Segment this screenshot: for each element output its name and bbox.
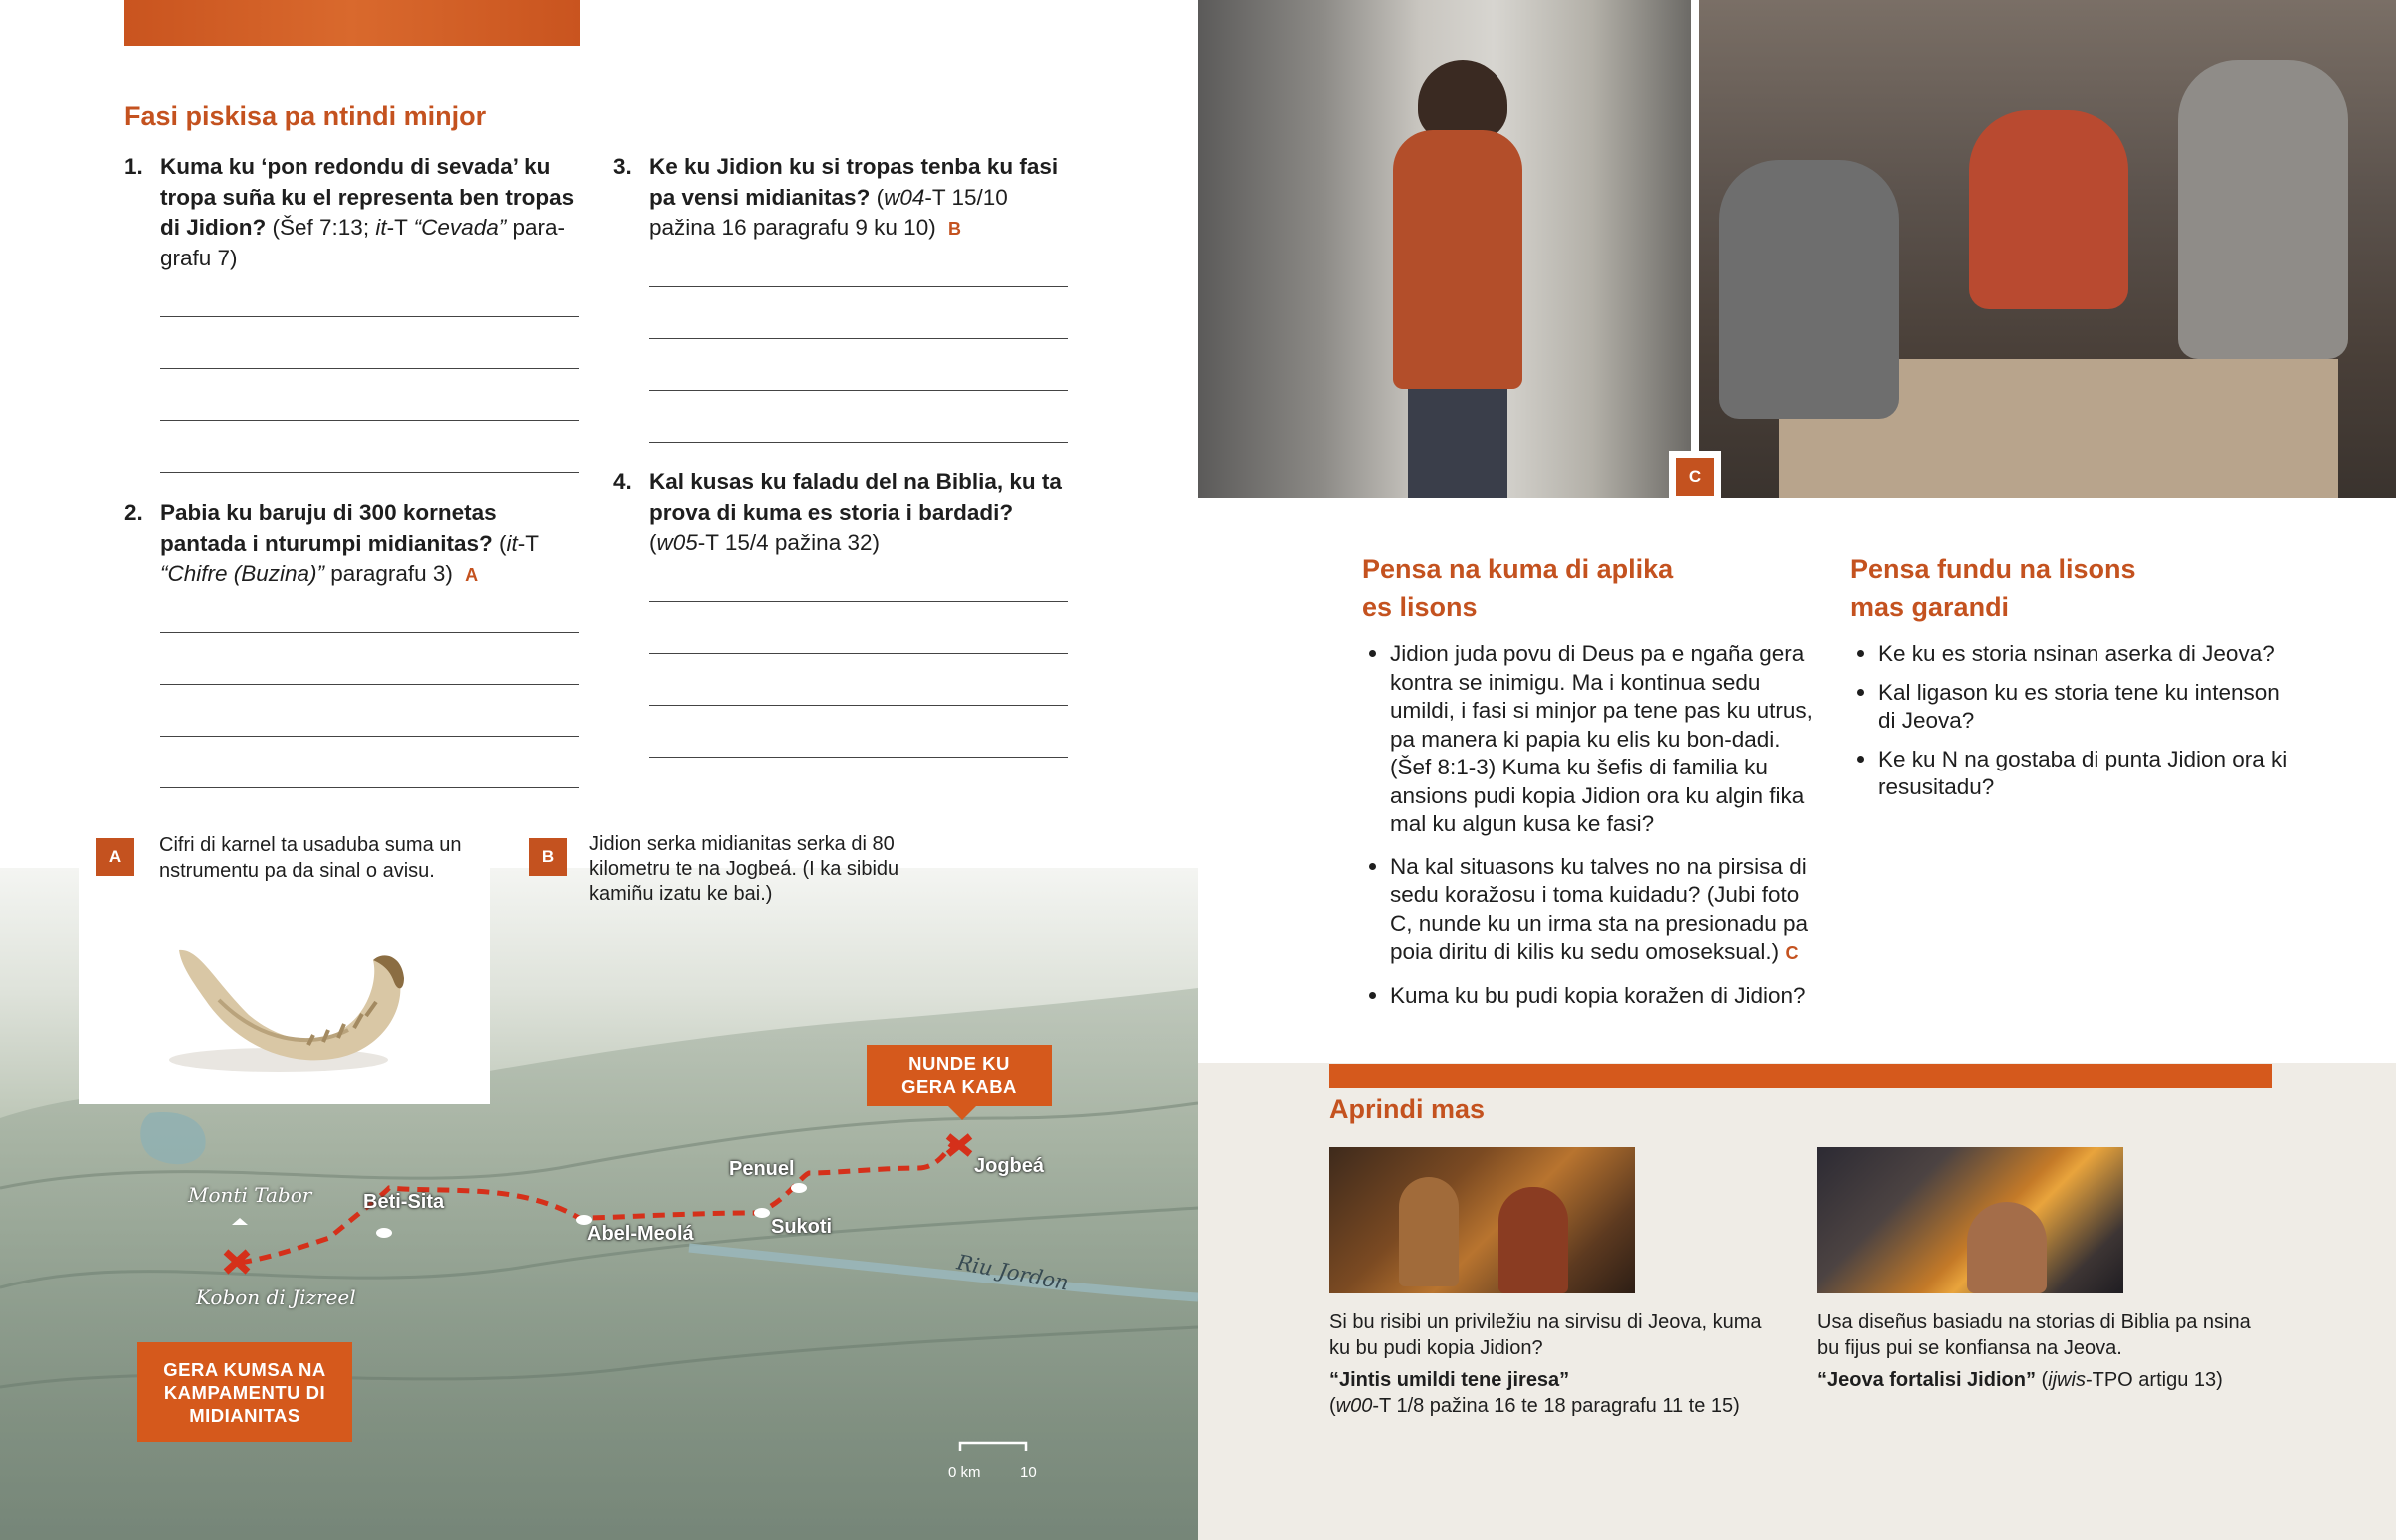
label-monti-tabor: Monti Tabor (188, 1183, 312, 1207)
figure (1967, 1202, 2047, 1293)
answer-line[interactable] (649, 653, 1068, 654)
section-title: Fasi piskisa pa ntindi minjor (124, 101, 487, 131)
label-jogbea: Jogbeá (974, 1155, 1045, 1177)
learn-more-item-1: Si bu risibi un priviležiu na sirvisu di Jeova, kuma ku bu pudi kopia Jidion? “Jintis umildi tene jiresa” (w00-T 1/8 pažina 16 te 18 paragrafu 11 te 15) (1329, 1311, 1762, 1417)
answer-line[interactable] (160, 420, 579, 421)
caption-text: Cifri di karnel ta usaduba suma un nstrumentu pa da sinal o avisu. (159, 834, 462, 882)
list-item: • Kal ligason ku es storia tene ku intenson di Jeova? (1878, 679, 2289, 736)
answer-line[interactable] (160, 684, 579, 685)
question-number: 2. (124, 500, 143, 525)
student-figure (1393, 130, 1522, 389)
answer-line[interactable] (649, 286, 1068, 287)
apply-lessons-list (1362, 640, 1819, 1024)
student-figure (2178, 60, 2348, 359)
reference-tag: C (1785, 943, 1799, 963)
label-beti-sita: Beti-Sita (363, 1191, 445, 1213)
student-figure (1408, 389, 1507, 498)
reference-tag: A (465, 565, 479, 585)
answer-line[interactable] (649, 705, 1068, 706)
learn-more-title: Aprindi mas (1329, 1094, 1486, 1124)
article-link[interactable]: “Jeova fortalisi Jidion” (1817, 1369, 2036, 1391)
question-4: 4. Kal kusas ku faladu del na Biblia, ku ta prova di kuma es storia i bardadi? (w05-T 15/4 pažina 32) (613, 469, 1062, 555)
bigger-lessons-list (1850, 640, 2289, 816)
student-figure (1418, 60, 1507, 140)
callout-battle-start: GERA KUMSA NA KAMPAMENTU DI MIDIANITAS (137, 1342, 352, 1442)
answer-line[interactable] (649, 442, 1068, 443)
question-text: Pabia ku baruju di 300 kornetas pantada i nturumpi midianitas? (160, 500, 497, 556)
list-item: • Jidion juda povu di Deus pa e ngaña gera kontra se inimigu. Ma i kontinua sedu umildi, i fasi si minjor pa tene pas ku utrus, pa manera ki papia ku elis ku bon-dadi. (Šef 8:1-3) Kuma ku šefis di familia ku ansions pudi kopia Jidion ora ku algin fika mal ku algun kusa ke fasi? (1390, 640, 1819, 839)
student-figure (1719, 160, 1899, 419)
thumbnail-gideon-cartoon[interactable] (1817, 1147, 2123, 1293)
label-riu-jordon: Riu Jordon (954, 1250, 1071, 1295)
thumbnail-gideon-army[interactable] (1329, 1147, 1635, 1293)
question-2: 2. Pabia ku baruju di 300 kornetas pantada i nturumpi midianitas? (it-T “Chifre (Buzina)” paragrafu 3) A (124, 500, 539, 586)
question-text: Kal kusas ku faladu del na Biblia, ku ta prova di kuma es storia i bardadi? (649, 469, 1062, 525)
label-penuel: Penuel (729, 1158, 795, 1180)
answer-line[interactable] (649, 390, 1068, 391)
answer-line[interactable] (160, 632, 579, 633)
answer-line[interactable] (649, 338, 1068, 339)
tag-a: A (96, 838, 134, 876)
question-text: Ke ku Jidion ku si tropas tenba ku fasi pa vensi midianitas? (649, 154, 1059, 210)
answer-line[interactable] (160, 316, 579, 317)
question-number: 4. (613, 469, 632, 494)
question-3: 3. Ke ku Jidion ku si tropas tenba ku fasi pa vensi midianitas? (w04-T 15/10 pažina 16 paragrafu 9 ku 10) B (613, 154, 1059, 240)
label-kobon-di-jizreel: Kobon di Jizreel (196, 1285, 356, 1309)
tag-c: C (1676, 458, 1714, 496)
list-item: • Ke ku es storia nsinan aserka di Jeova? (1878, 640, 2289, 669)
callout-battle-end: NUNDE KU GERA KABA (867, 1045, 1052, 1106)
orange-header-strip (124, 0, 580, 46)
answer-line[interactable] (649, 601, 1068, 602)
list-item: • Ke ku N na gostaba di punta Jidion ora ki resusitadu? (1878, 746, 2289, 802)
photo-classroom-discussion (1699, 0, 2396, 498)
question-1: 1. Kuma ku ‘pon redondu di sevada’ ku tropa suña ku el representa ben tropas di Jidion? (Šef 7:13; it-T “Cevada” para-grafu 7) (124, 154, 575, 270)
answer-line[interactable] (160, 787, 579, 788)
list-item: • Na kal situasons ku talves no na pirsisa di sedu koražosu i toma kuidadu? (Jubi foto C, nunde ku un irma sta na presionadu pa poia diritu di kilis ku sedu omoseksual.) C (1390, 853, 1819, 968)
label-sukoti: Sukoti (771, 1216, 833, 1238)
answer-line[interactable] (160, 472, 579, 473)
answer-line[interactable] (160, 368, 579, 369)
question-number: 3. (613, 154, 632, 179)
apply-lessons-title: Pensa na kuma di aplika es lisons (1362, 554, 1674, 622)
scale-ten: 10 (1020, 1464, 1037, 1481)
caption-text: Jidion serka midianitas serka di 80 kilometru te na Jogbeá. (I ka sibidu kamiñu izatu ke bai.) (589, 833, 899, 905)
scale-zero: 0 km (948, 1464, 981, 1481)
answer-line[interactable] (160, 736, 579, 737)
student-figure (1969, 110, 2128, 309)
bigger-lessons-title: Pensa fundu na lisons mas garandi (1850, 554, 2136, 622)
callout-pointer (948, 1106, 976, 1120)
answer-line[interactable] (649, 757, 1068, 758)
shofar-horn-image (159, 920, 418, 1080)
article-link[interactable]: “Jintis umildi tene jiresa” (1329, 1369, 1570, 1391)
tag-b: B (529, 838, 567, 876)
learn-more-bar (1329, 1064, 2272, 1088)
question-number: 1. (124, 154, 143, 179)
learn-more-panel (1198, 1063, 2396, 1540)
learn-more-item-2: Usa diseñus basiadu na storias di Biblia pa nsina bu fijus pui se konfiansa na Jeova. “Jeova fortalisi Jidion” (ijwis-TPO artigu 13) (1817, 1311, 2251, 1391)
figure (1399, 1177, 1459, 1286)
question-text: Kuma ku ‘pon redondu di sevada’ ku tropa suña ku el representa ben tropas di Jidion? (160, 154, 575, 240)
list-item: • Kuma ku bu pudi kopia koražen di Jidion? (1390, 982, 1819, 1011)
figure (1498, 1187, 1568, 1293)
caption-box-a (79, 820, 490, 1104)
photo-divider (1691, 0, 1699, 498)
label-abel-meola: Abel-Meolá (587, 1223, 694, 1245)
photo-school-hallway (1198, 0, 1691, 498)
reference-tag: B (947, 219, 961, 239)
